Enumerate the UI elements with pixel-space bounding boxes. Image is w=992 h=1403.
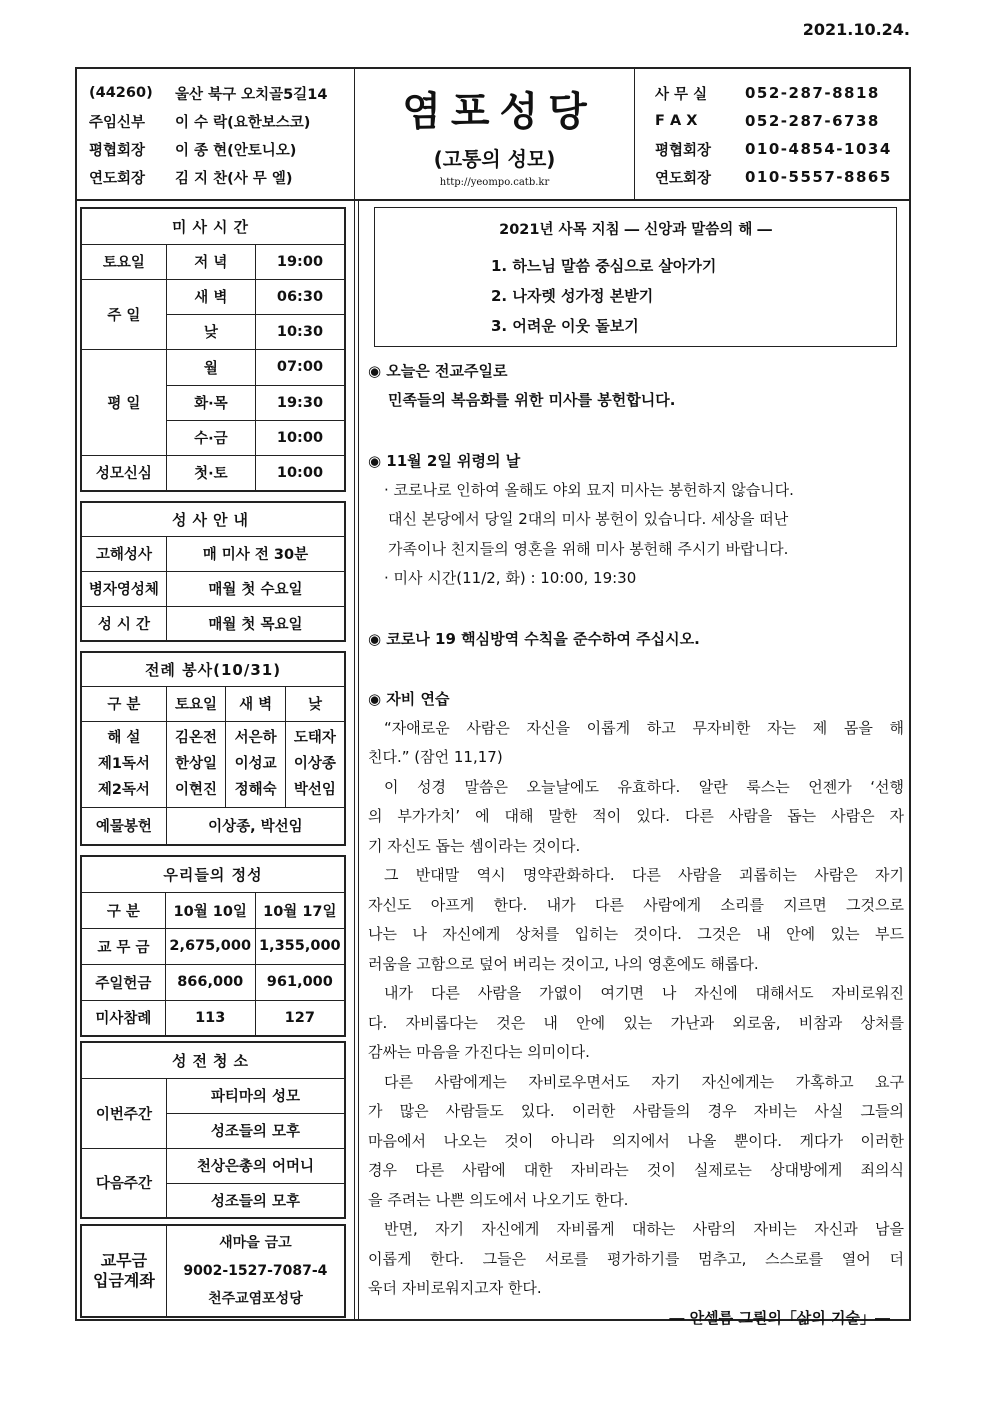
donation-value: 866,000: [165, 964, 255, 1000]
liturgy-role: 해 설: [107, 730, 141, 746]
info-label: 평협회장: [89, 142, 146, 159]
liturgy-header: 토요일: [166, 686, 226, 721]
notice-title: ◉ 오늘은 전교주일로: [368, 362, 508, 380]
contact-label: 연도회장: [655, 170, 712, 187]
pastoral-policy-box: [374, 207, 897, 347]
essay-line: 친다.” (잠언 11,17): [368, 748, 503, 766]
donation-value: 2,675,000: [165, 928, 255, 964]
notice-text: 대신 본당에서 당일 2대의 미사 봉헌이 있습니다. 세상을 떠난: [388, 510, 789, 528]
info-label: 주임신부: [89, 114, 146, 131]
notice-text: · 미사 시간(11/2, 화) : 10:00, 19:30: [384, 569, 637, 587]
contact-row: [655, 135, 909, 163]
account-number: 9002-1527-7087-4: [183, 1263, 328, 1279]
sacrament-label: 병자영성체: [81, 571, 166, 606]
policy-title: 2021년 사목 지침 ― 신앙과 말씀의 해 ―: [499, 222, 772, 238]
contact-label: 사 무 실: [655, 86, 708, 103]
donation-header: 10월 17일: [255, 892, 345, 928]
column-divider: [358, 201, 359, 1319]
mass-slot: 저 녁: [166, 244, 255, 279]
mass-times-table: [80, 207, 346, 492]
parish-title-block: [355, 69, 635, 199]
mass-day-label: 성모신심: [81, 455, 166, 491]
notice-text: 가족이나 친지들의 영혼을 위해 미사 봉헌해 주시기 바랍니다.: [388, 539, 789, 558]
essay-source: ― 안셀름 그륀의「삶의 기술」―: [669, 1308, 890, 1327]
sacrament-value: 매월 첫 수요일: [166, 571, 345, 606]
essay-line: 그 반대말 역시 명약관화하다. 다른 사람을 괴롭히는 사람은 자기: [384, 866, 904, 884]
contact-value: 010-5557-8865: [745, 168, 892, 186]
offering-value: 이상종, 박선임: [166, 807, 345, 845]
essay-line: 을 주려는 나쁜 의도에서 나오기도 한다.: [368, 1190, 629, 1209]
liturgy-header: 낮: [285, 686, 345, 721]
essay-line: 감싸는 마음을 가진다는 의미이다.: [368, 1043, 590, 1061]
sacrament-title: 성사안내: [81, 502, 345, 536]
mass-time: 19:30: [255, 385, 345, 420]
mass-slot: 월: [166, 349, 255, 385]
essay-line: 가 많은 사람들도 있다. 이러한 사람들의 경우 자비는 사실 그들의: [368, 1102, 904, 1120]
donation-title: 우리들의 정성: [81, 856, 345, 892]
donation-value: 113: [165, 1000, 255, 1036]
mass-time: 06:30: [255, 279, 345, 314]
cleaning-table: [80, 1041, 346, 1219]
mass-time: 07:00: [255, 349, 345, 385]
essay-line: 기 자신도 돕는 셈이라는 것이다.: [368, 836, 581, 855]
liturgy-name: 이상종: [293, 756, 336, 772]
mass-time: 10:00: [255, 420, 345, 455]
essay-line: 이롭게 한다. 그들은 서로를 평가하기를 멈추고, 스스로를 열어 더: [368, 1249, 904, 1268]
essay-line: 자신도 아프게 한다. 내가 다른 사람에게 소리를 지르면 그것으로: [368, 895, 904, 914]
mass-time: 10:00: [255, 455, 345, 491]
sacrament-value: 매월 첫 목요일: [166, 606, 345, 641]
essay-line: 다른 사람에게는 자비로우면서도 자기 자신에게는 가혹하고 요구: [384, 1072, 904, 1091]
info-row: [89, 163, 354, 191]
contact-row: [655, 107, 909, 135]
mass-day-label: 평 일: [81, 349, 166, 455]
info-value: 울산 북구 오치골5길14: [175, 86, 328, 103]
account-label: 입금계좌: [92, 1271, 155, 1290]
liturgy-table: [80, 651, 346, 846]
essay-line: 마음에서 나오는 것이 아니라 의지에서 나올 뿐이다. 게다가 이러한: [368, 1131, 904, 1150]
liturgy-header: 구 분: [81, 686, 166, 721]
essay-line: 반면, 자기 자신에게 자비롭게 대하는 사람의 자비는 자신과 남을: [384, 1220, 904, 1238]
info-label: (44260): [89, 85, 153, 101]
liturgy-name: 정해숙: [234, 782, 277, 798]
sacrament-label: 고해성사: [81, 536, 166, 571]
donation-header: 10월 10일: [165, 892, 255, 928]
donation-table: [80, 855, 346, 1037]
notice-title: ◉ 자비 연습: [368, 689, 450, 708]
contact-value: 010-4854-1034: [745, 140, 892, 158]
info-value: 이 종 현(안토니오): [175, 142, 297, 159]
contact-row: [655, 79, 909, 107]
mass-slot: 첫·토: [166, 455, 255, 491]
parish-info: [77, 69, 355, 199]
liturgy-header: 새 벽: [226, 686, 286, 721]
account-holder: 천주교염포성당: [208, 1291, 303, 1307]
essay-line: 이 성경 말씀은 오늘날에도 유효하다. 알란 룩스는 언젠가 ‘선행: [384, 777, 904, 796]
liturgy-name: 김온전: [175, 730, 218, 746]
contact-label: 평협회장: [655, 142, 712, 159]
donation-value: 127: [255, 1000, 345, 1036]
cleaning-group: 성조들의 모후: [166, 1113, 345, 1148]
liturgy-name: 서은하: [234, 730, 277, 746]
liturgy-name: 이현진: [175, 782, 218, 798]
parish-subtitle: (고통의 성모): [433, 147, 556, 171]
essay-line: 의 부가가치’ 에 대해 말한 적이 있다. 다른 사람을 돕는 사람은 자: [368, 807, 904, 825]
essay-line: 욱더 자비로워지고자 한다.: [368, 1279, 542, 1297]
contact-info: [635, 69, 909, 199]
essay-line: 내가 다른 사람을 가엾이 여기면 나 자신에 대해서도 자비로워진: [384, 984, 904, 1002]
donation-label: 교 무 금: [81, 928, 165, 964]
sacrament-label: 성 시 간: [81, 606, 166, 641]
mass-times-title: 미사시간: [81, 208, 345, 244]
donation-label: 미사참례: [81, 1000, 165, 1036]
column-divider: [354, 201, 355, 1319]
liturgy-title: 전례 봉사(10/31): [81, 652, 345, 686]
info-row: [89, 135, 354, 163]
mass-slot: 화·목: [166, 385, 255, 420]
essay-line: 다. 자비롭다는 것은 내 안에 있는 가난과 외로움, 비참과 상처를: [368, 1013, 904, 1032]
donation-value: 1,355,000: [255, 928, 345, 964]
account-table: [80, 1224, 346, 1318]
bulletin-header: [75, 67, 911, 201]
contact-value: 052-287-8818: [745, 84, 880, 102]
essay-line: 러움을 고함으로 덮어 버리는 것이고, 나의 영혼에도 해롭다.: [368, 954, 759, 973]
mass-time: 10:30: [255, 314, 345, 349]
info-value: 김 지 찬(사 무 엘): [175, 170, 293, 187]
cleaning-title: 성전청소: [81, 1042, 345, 1078]
liturgy-name: 이성교: [234, 756, 277, 772]
parish-url[interactable]: http://yeompo.catb.kr: [439, 177, 550, 188]
contact-label: F A X: [655, 113, 698, 129]
essay-line: 경우 다른 사람에 대한 자비라는 것이 실제로는 상대방에게 죄의식: [368, 1161, 904, 1179]
essay-line: 나는 나 자신에게 상처를 입히는 것이다. 그것은 내 안에 있는 부드: [368, 925, 904, 943]
notices: [368, 356, 904, 1333]
mass-slot: 수·금: [166, 420, 255, 455]
info-label: 연도회장: [89, 170, 146, 187]
cleaning-week-label: 다음주간: [81, 1148, 166, 1218]
policy-item: 3. 어려운 이웃 돌보기: [491, 317, 639, 335]
liturgy-name: 도태자: [293, 730, 336, 746]
sacrament-table: [80, 501, 346, 642]
policy-item: 1. 하느님 말씀 중심으로 살아가기: [491, 257, 717, 275]
mass-slot: 낮: [166, 314, 255, 349]
mass-time: 19:00: [255, 244, 345, 279]
contact-row: [655, 163, 909, 191]
cleaning-week-label: 이번주간: [81, 1078, 166, 1148]
notice-title: ◉ 코로나 19 핵심방역 수칙을 준수하여 주십시오.: [368, 629, 700, 648]
info-row: [89, 79, 354, 107]
liturgy-name: 한상일: [175, 756, 218, 772]
essay-line: “자애로운 사람은 자신을 이롭게 하고 무자비한 자는 제 몸을 해: [384, 718, 904, 737]
donation-value: 961,000: [255, 964, 345, 1000]
parish-title: 염포성당: [402, 89, 597, 135]
mass-slot: 새 벽: [166, 279, 255, 314]
donation-label: 주일헌금: [81, 964, 165, 1000]
offering-label: 예물봉헌: [81, 807, 166, 845]
donation-header: 구 분: [81, 892, 165, 928]
info-value: 이 수 락(요한보스코): [175, 114, 311, 131]
cleaning-group: 파티마의 성모: [166, 1078, 345, 1113]
notice-text: · 코로나로 인하여 올해도 야외 묘지 미사는 봉헌하지 않습니다.: [384, 480, 794, 499]
cleaning-group: 성조들의 모후: [166, 1183, 345, 1218]
account-label: 교무금: [100, 1251, 148, 1270]
cleaning-group: 천상은총의 어머니: [166, 1148, 345, 1183]
policy-item: 2. 나자렛 성가정 본받기: [491, 287, 654, 305]
contact-value: 052-287-6738: [745, 112, 880, 130]
notice-title: ◉ 11월 2일 위령의 날: [368, 451, 521, 470]
liturgy-role: 제1독서: [97, 756, 150, 772]
mass-day-label: 주 일: [81, 279, 166, 349]
info-row: [89, 107, 354, 135]
account-bank: 새마을 금고: [219, 1235, 292, 1251]
liturgy-role: 제2독서: [97, 782, 150, 798]
bulletin-date: 2021.10.24.: [802, 20, 910, 39]
notice-text: 민족들의 복음화를 위한 미사를 봉헌합니다.: [388, 391, 676, 409]
sacrament-value: 매 미사 전 30분: [166, 536, 345, 571]
mass-day-label: 토요일: [81, 244, 166, 279]
liturgy-name: 박선임: [293, 782, 336, 798]
